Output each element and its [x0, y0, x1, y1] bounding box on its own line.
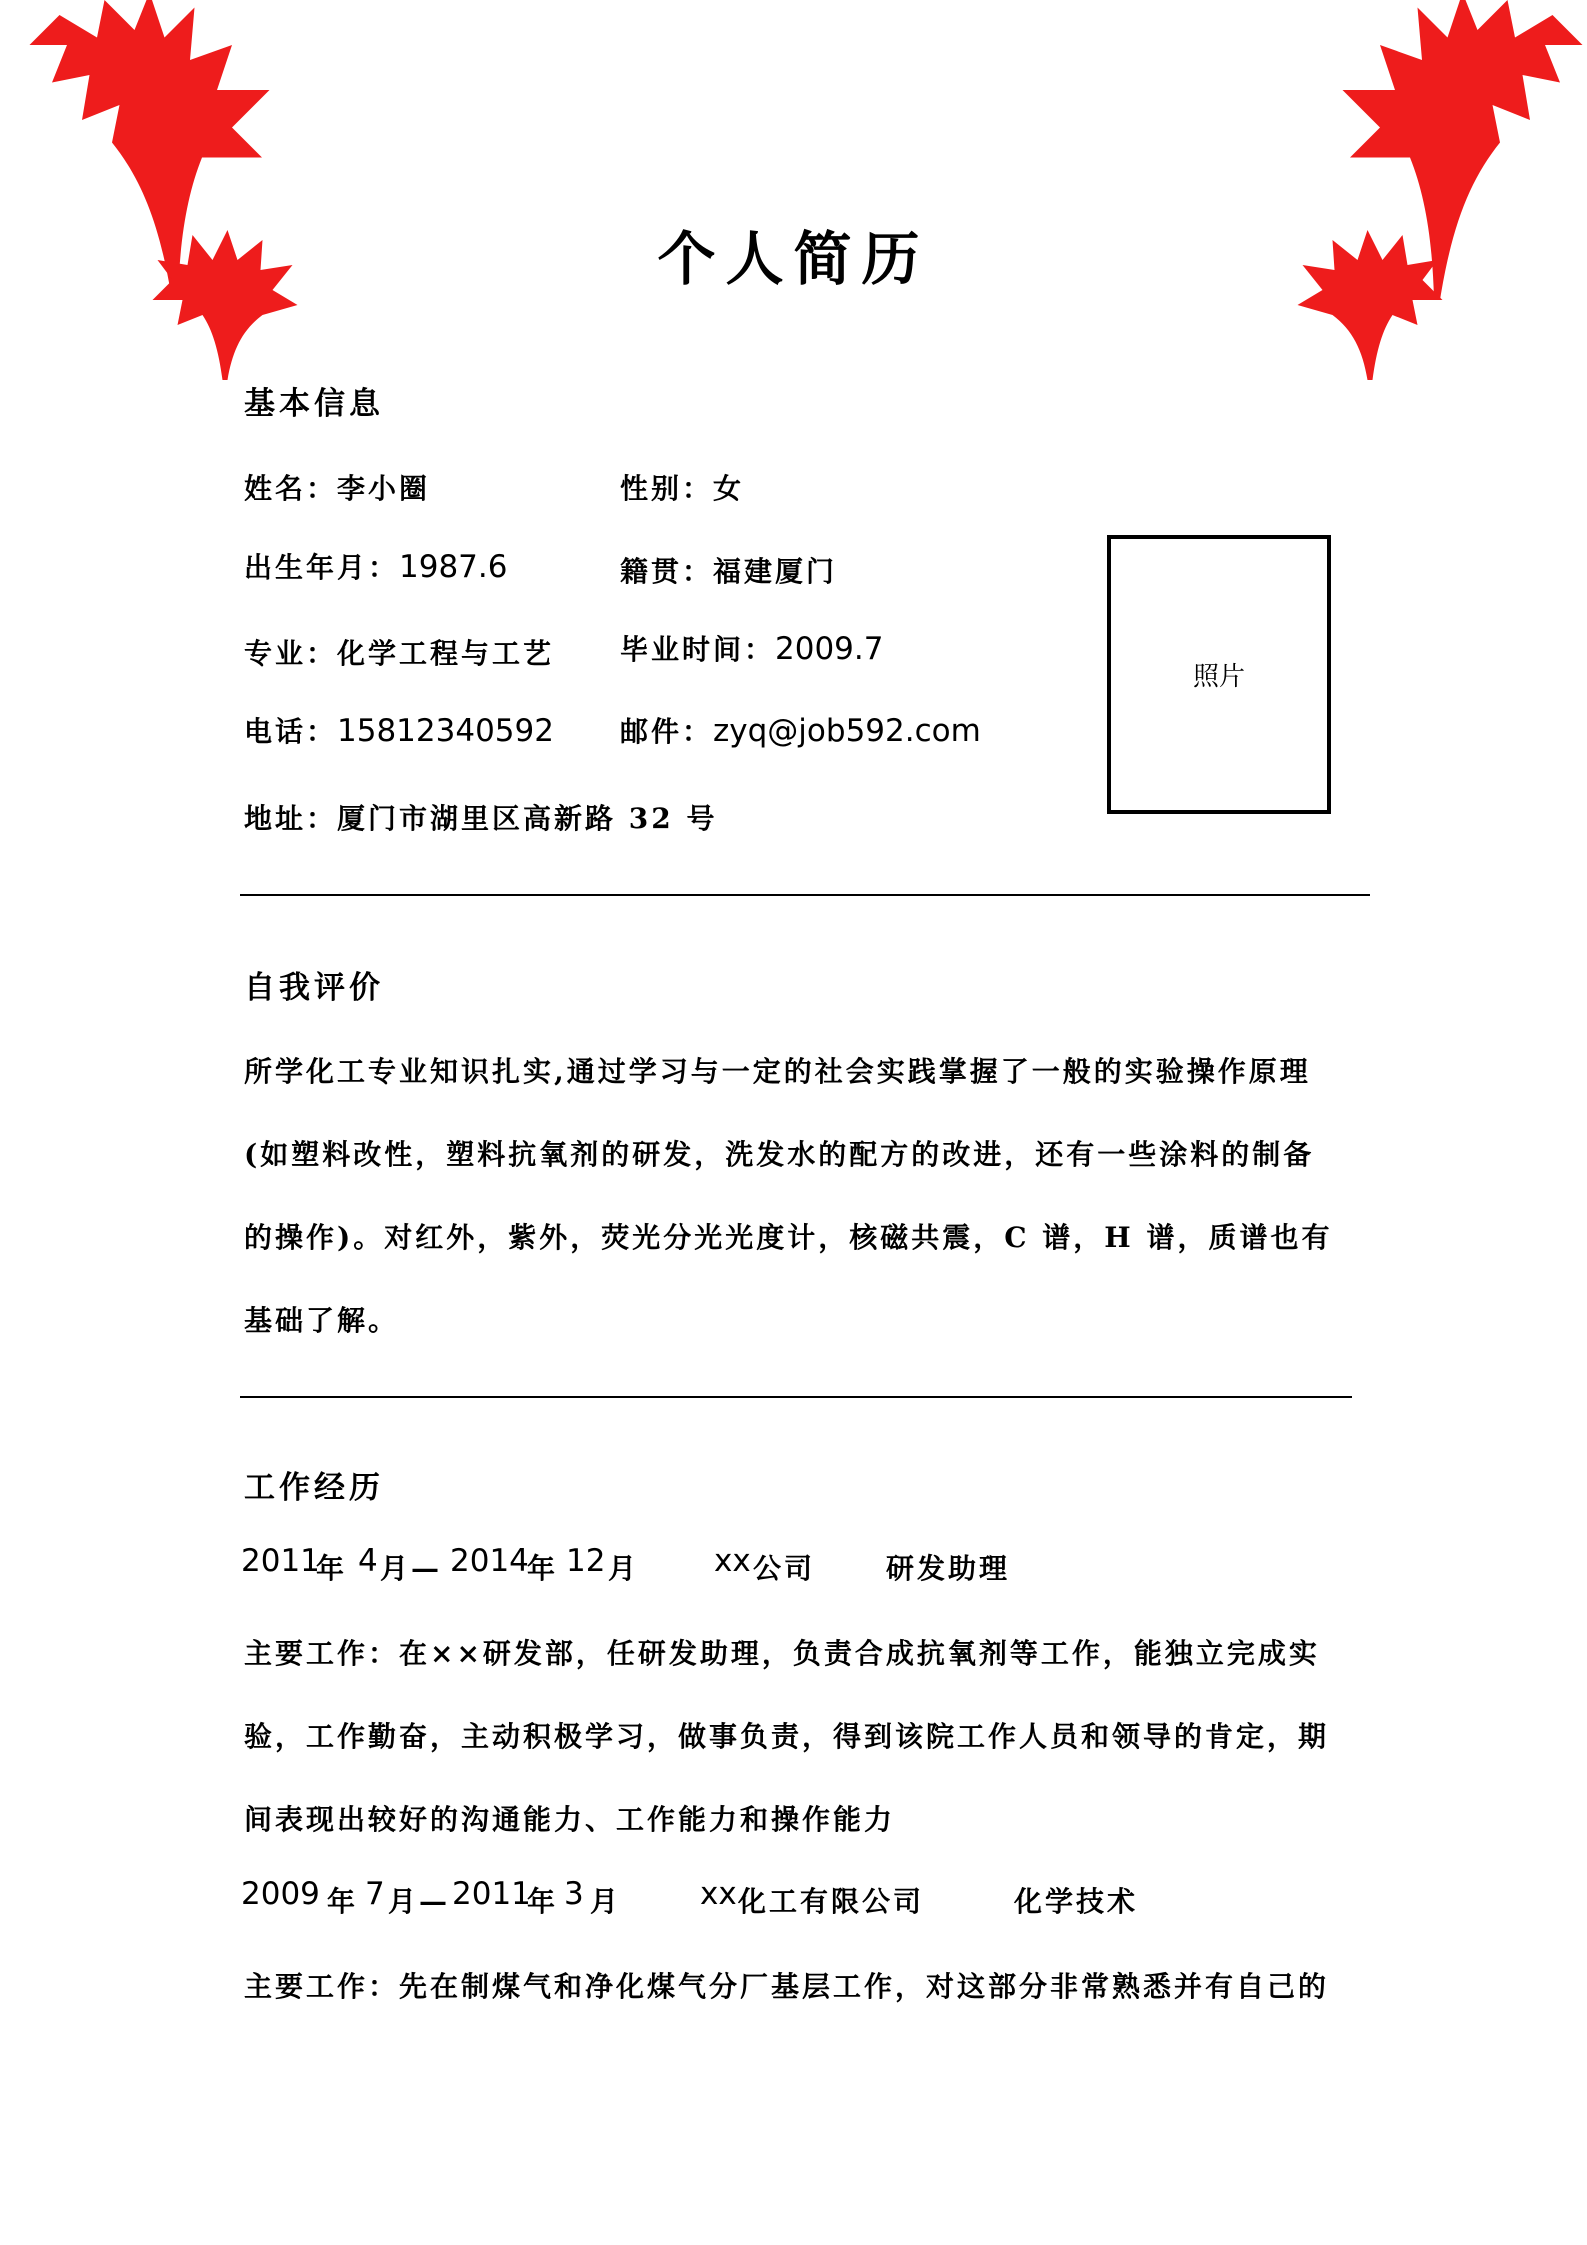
major-field: [244, 632, 554, 672]
job-start-year-unit: 年: [327, 1885, 359, 1918]
email-label: 邮件：: [620, 715, 714, 748]
job-start-year: 2011: [241, 1543, 320, 1579]
origin-label: 籍贯：: [620, 555, 714, 588]
job-company-prefix: xx: [700, 1876, 737, 1912]
photo-label: 照片: [1192, 662, 1245, 692]
phone-field: [244, 710, 554, 750]
name-value: 李小圈: [337, 472, 431, 505]
photo-placeholder: [1107, 535, 1331, 814]
job-company-suffix: 化工有限公司: [738, 1885, 925, 1918]
job-end-year-unit: 年: [527, 1885, 559, 1918]
birth-value: 1987.6: [399, 549, 508, 585]
self-evaluation-line: (如塑料改性，塑料抗氧剂的研发，洗发水的配方的改进，还有一些涂料的制备: [244, 1138, 1315, 1171]
gender-value: 女: [713, 472, 745, 505]
job-end-year: 2014: [450, 1543, 529, 1579]
job-end-month: 3: [564, 1876, 584, 1912]
email-value: zyq@job592.com: [713, 713, 981, 749]
job-duty-line: 主要工作：先在制煤气和净化煤气分厂基层工作，对这部分非常熟悉并有自己的: [244, 1970, 1330, 2003]
email-field: [620, 710, 981, 750]
job-start-month: 4: [358, 1543, 378, 1579]
job-duty-line: 主要工作：在××研发部，任研发助理，负责合成抗氧剂等工作，能独立完成实: [244, 1637, 1320, 1670]
name-label: 姓名：: [244, 472, 338, 505]
self-evaluation-line: 所学化工专业知识扎实,通过学习与一定的社会实践掌握了一般的实验操作原理: [244, 1055, 1311, 1088]
address-field: [244, 797, 717, 837]
gender-label: 性别：: [620, 472, 714, 505]
grad-field: [620, 628, 884, 668]
job-position: 研发助理: [886, 1552, 1011, 1585]
grad-label: 毕业时间：: [620, 633, 776, 666]
self-evaluation-heading: 自我评价: [244, 970, 384, 1006]
divider-1: [240, 894, 1370, 896]
job-duty-line: 间表现出较好的沟通能力、工作能力和操作能力: [244, 1803, 896, 1836]
job-end-month-unit: 月: [590, 1885, 622, 1918]
grad-value: 2009.7: [775, 631, 884, 667]
job-company-suffix: 公司: [753, 1552, 816, 1585]
job-end-year-unit: 年: [527, 1552, 559, 1585]
gender-field: [620, 467, 744, 507]
self-evaluation-line: 的操作)。对红外，紫外，荧光分光光度计，核磁共震，C 谱，H 谱，质谱也有: [244, 1221, 1333, 1254]
address-value: 厦门市湖里区高新路 32 号: [337, 802, 718, 835]
basic-info-heading: 基本信息: [244, 386, 384, 422]
origin-field: [620, 550, 837, 590]
divider-2: [240, 1396, 1352, 1398]
job-start-month: 7: [365, 1876, 385, 1912]
phone-value: 15812340592: [337, 713, 554, 749]
job-start-month-unit: 月—: [388, 1885, 451, 1918]
birth-field: [244, 546, 508, 586]
job-end-month: 12: [566, 1543, 606, 1579]
address-label: 地址：: [244, 802, 338, 835]
page-title: 个人简历: [657, 225, 930, 293]
job-end-year: 2011: [452, 1876, 531, 1912]
phone-label: 电话：: [244, 715, 338, 748]
job-company-prefix: xx: [714, 1543, 751, 1579]
job-start-year-unit: 年: [316, 1552, 348, 1585]
origin-value: 福建厦门: [713, 555, 838, 588]
major-label: 专业：: [244, 637, 338, 670]
job-duty-line: 验，工作勤奋，主动积极学习，做事负责，得到该院工作人员和领导的肯定，期: [244, 1720, 1330, 1753]
self-evaluation-line: 基础了解。: [244, 1304, 400, 1337]
job-position: 化学技术: [1014, 1885, 1139, 1918]
name-field: [244, 467, 430, 507]
major-value: 化学工程与工艺: [337, 637, 555, 670]
job-end-month-unit: 月: [608, 1552, 640, 1585]
job-start-year: 2009: [241, 1876, 320, 1912]
birth-label: 出生年月：: [244, 551, 400, 584]
job-start-month-unit: 月—: [380, 1552, 443, 1585]
work-experience-heading: 工作经历: [244, 1470, 384, 1506]
